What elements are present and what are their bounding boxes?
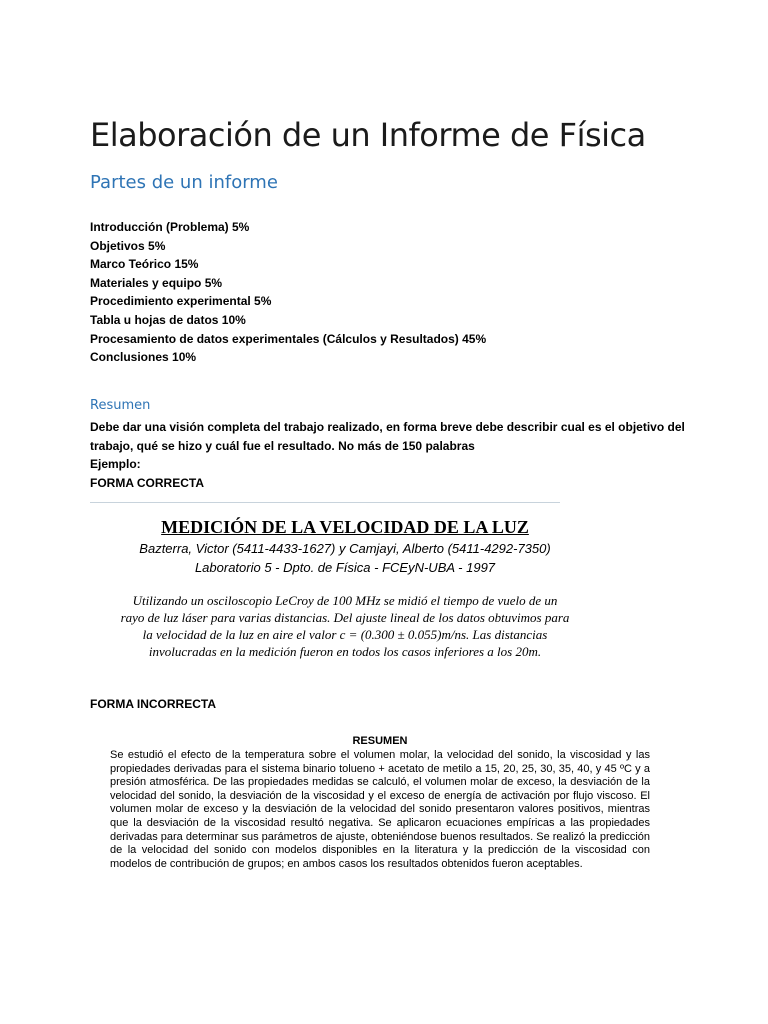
incorrect-example <box>110 734 650 871</box>
section-heading-parts: Partes de un informe <box>90 172 278 193</box>
list-item: Objetivos 5% <box>90 238 166 253</box>
list-item: Procesamiento de datos experimentales (Cálculos y Resultados) 45% <box>90 331 487 346</box>
correct-label: FORMA CORRECTA <box>90 475 204 490</box>
parts-list <box>90 218 486 367</box>
example-text: Se estudió el efecto de la temperatura sobre el volumen molar, la velocidad del sonido, la viscosidad y las propiedades derivadas para el sistema binario tolueno + acetato de metilo a 15, 20, 25, 30, 35, 40, y 45 ºC y a presión atmosférica. De las propiedades medidas se calculó, el volumen molar de exceso, la desviación de la velocidad del sonido, la desviación de la viscosidad y el exceso de energía de activación por flujo viscoso. El volumen molar de exceso y la desviación de la velocidad del sonido presentaron valores positivos, mientras que la desviación de la viscosidad resultó negativa. Se aplicaron ecuaciones empíricas a las propiedades derivadas para determinar sus parámetros de ajuste, obteniéndose buenos resultados. Se realizó la predicción de la velocidad del sonido con modelos disponibles en la literatura y la predicción de la viscosidad con modelos de contribución de grupos; en ambos casos los resultados obtenidos fueron aceptables. <box>110 749 650 870</box>
example-abstract: Utilizando un osciloscopio LeCroy de 100 MHz se midió el tiempo de vuelo de un rayo de luz láser para varias distancias. Del ajuste lineal de los datos obtuvimos para la velocidad de la luz en aire el valor c = (0.300 ± 0.055)m/ns. Las distancias involucradas en la medición fueron en todos los casos inferiores a los 20m. <box>120 593 570 659</box>
resumen-body <box>90 418 710 492</box>
example-authors: Bazterra, Victor (5411-4433-1627) y Camjayi, Alberto (5411-4292-7350) <box>139 541 551 556</box>
resumen-description: Debe dar una visión completa del trabajo realizado, en forma breve debe describir cual es el objetivo del trabajo, qué se hizo y cuál fue el resultado. No más de 150 palabras <box>90 420 685 453</box>
section-heading-resumen: Resumen <box>90 398 151 413</box>
page-title: Elaboración de un Informe de Física <box>90 116 646 155</box>
list-item: Conclusiones 10% <box>90 350 197 365</box>
example-title: RESUMEN <box>352 735 408 747</box>
example-label: Ejemplo: <box>90 457 141 471</box>
list-item: Introducción (Problema) 5% <box>90 220 250 234</box>
example-affiliation: Laboratorio 5 - Dpto. de Física - FCEyN-UBA - 1997 <box>194 560 496 575</box>
correct-example <box>120 516 570 660</box>
divider <box>90 502 560 503</box>
list-item: Marco Teórico 15% <box>90 257 199 272</box>
list-item: Tabla u hojas de datos 10% <box>90 312 246 327</box>
list-item: Materiales y equipo 5% <box>90 275 223 290</box>
incorrect-label: FORMA INCORRECTA <box>90 697 216 711</box>
list-item: Procedimiento experimental 5% <box>90 294 272 309</box>
example-title: MEDICIÓN DE LA VELOCIDAD DE LA LUZ <box>161 517 529 537</box>
